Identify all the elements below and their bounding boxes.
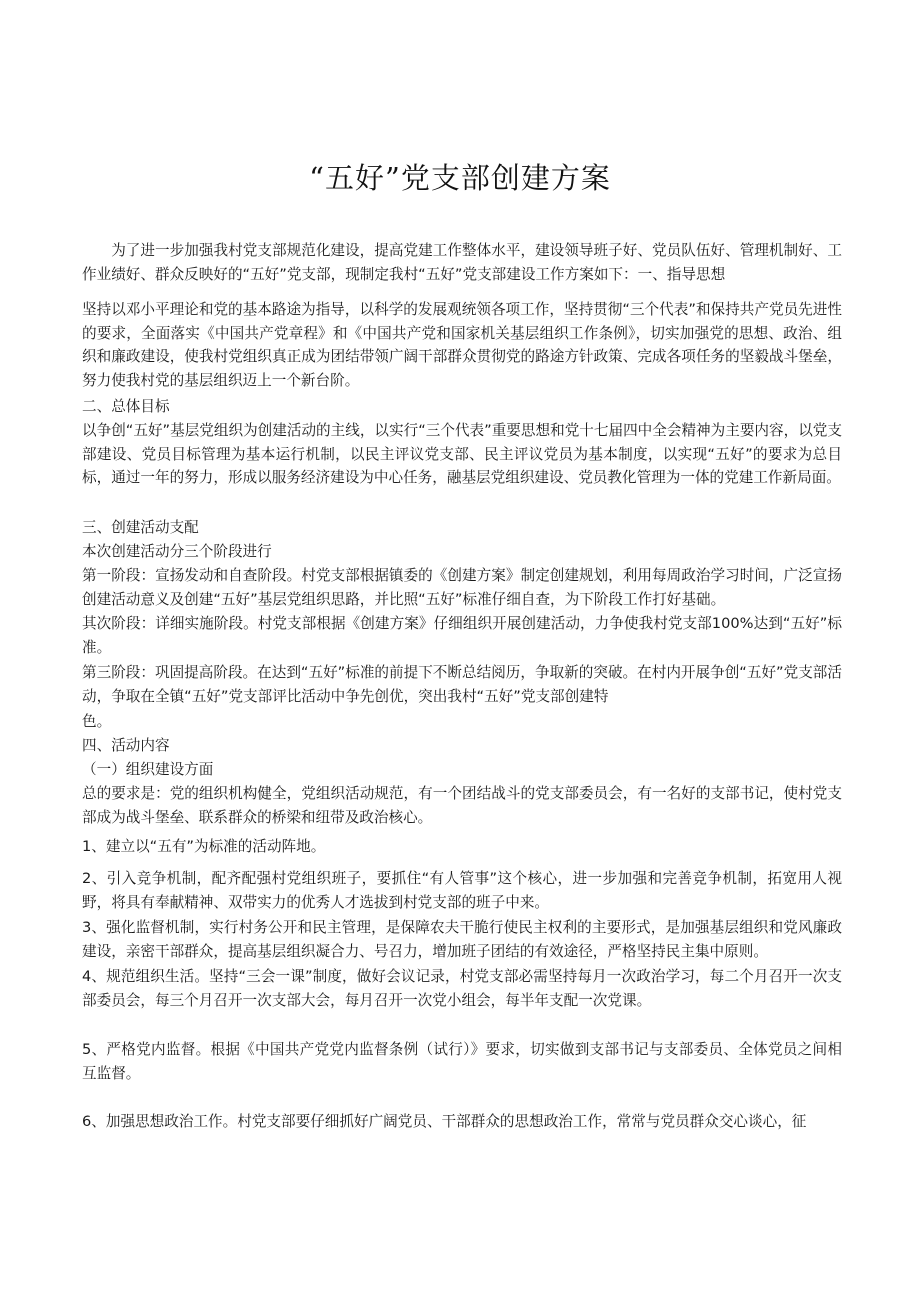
stages-intro: 本次创建活动分三个阶段进行 xyxy=(82,543,272,560)
intro-paragraph: 为了进一步加强我村党支部规范化建设，提高党建工作整体水平，建设领导班子好、党员队伍好、管理机制好、工作业绩好、群众反映好的“五好”党支部，现制定我村“五好”党支部建设工作方案如下：一、指导思想 xyxy=(82,242,842,283)
goals-paragraph: 以争创“五好”基层党组织为创建活动的主线，以实行“三个代表”重要思想和党十七届四中全会精神为主要内容，以党支部建设、党员目标管理为基本运行机制，以民主评议党支部、民主评议党员为基本制度，以实现“五好”的要求为总目标，通过一年的努力，形成以服务经济建设为中心任务，融基层党组织建设、党员教化管理为一体的党建工作新局面。 xyxy=(82,422,842,487)
section-heading-content: 四、活动内容 xyxy=(82,737,170,754)
section-heading-arrangement: 三、创建活动支配 xyxy=(82,519,199,536)
general-requirement-paragraph: 总的要求是：党的组织机构健全，党组织活动规范，有一个团结战斗的党支部委员会，有一名好的支部书记，使村党支部成为战斗堡垒、联系群众的桥梁和纽带及政治核心。 xyxy=(82,785,842,826)
stage-two-paragraph: 其次阶段：详细实施阶段。村党支部根据《创建方案》仔细组织开展创建活动，力争使我村党支部100%达到“五好”标准。 xyxy=(82,615,842,656)
subsection-heading-organization: （一）组织建设方面 xyxy=(82,761,214,778)
stage-three-paragraph: 第三阶段：巩固提高阶段。在达到“五好”标准的前提下不断总结阅历，争取新的突破。在村内开展争创“五好”党支部活动，争取在全镇“五好”党支部评比活动中争先创优，突出我村“五好”党支部创建特 xyxy=(82,664,842,705)
section-heading-goals: 二、总体目标 xyxy=(82,398,170,415)
item-4: 4、规范组织生活。坚持“三会一课”制度，做好会议记录，村党支部必需坚持每月一次政治学习，每二个月召开一次支部委员会，每三个月召开一次支部大会，每月召开一次党小组会，每半年支配一次党课。 xyxy=(82,968,842,1009)
stage-one-paragraph: 第一阶段：宣扬发动和自查阶段。村党支部根据镇委的《创建方案》制定创建规划，利用每周政治学习时间，广泛宣扬创建活动意义及创建“五好”基层党组织思路，并比照“五好”标准仔细自查，为下阶段工作打好基础。 xyxy=(82,567,842,608)
stage-three-continuation: 色。 xyxy=(82,713,112,730)
document-title: “五好”党支部创建方案 xyxy=(309,161,611,195)
item-6: 6、加强思想政治工作。村党支部要仔细抓好广阔党员、干部群众的思想政治工作，常常与党员群众交心谈心，征 xyxy=(82,1113,807,1130)
item-1: 1、建立以“五有”为标准的活动阵地。 xyxy=(82,838,326,855)
item-5: 5、严格党内监督。根据《中国共产党党内监督条例（试行）》要求，切实做到支部书记与支部委员、全体党员之间相互监督。 xyxy=(82,1041,842,1082)
item-2: 2、引入竞争机制，配齐配强村党组织班子，要抓住“有人管事”这个核心，进一步加强和完善竞争机制，拓宽用人视野，将具有奉献精神、双带实力的优秀人才选拔到村党支部的班子中来。 xyxy=(82,870,842,911)
item-3: 3、强化监督机制，实行村务公开和民主管理，是保障农夫干脆行使民主权利的主要形式，是加强基层组织和党风廉政建设，亲密干部群众，提高基层组织凝合力、号召力，增加班子团结的有效途径，严格坚持民主集中原则。 xyxy=(82,919,842,960)
guiding-thought-paragraph: 坚持以邓小平理论和党的基本路途为指导，以科学的发展观统领各项工作，坚持贯彻“三个代表”和保持共产党员先进性的要求，全面落实《中国共产党章程》和《中国共产党和国家机关基层组织工作条例》，切实加强党的思想、政治、组织和廉政建设，使我村党组织真正成为团结带领广阔干部群众贯彻党的路途方针政策、完成各项任务的坚毅战斗堡垒，努力使我村党的基层组织迈上一个新台阶。 xyxy=(82,301,842,389)
